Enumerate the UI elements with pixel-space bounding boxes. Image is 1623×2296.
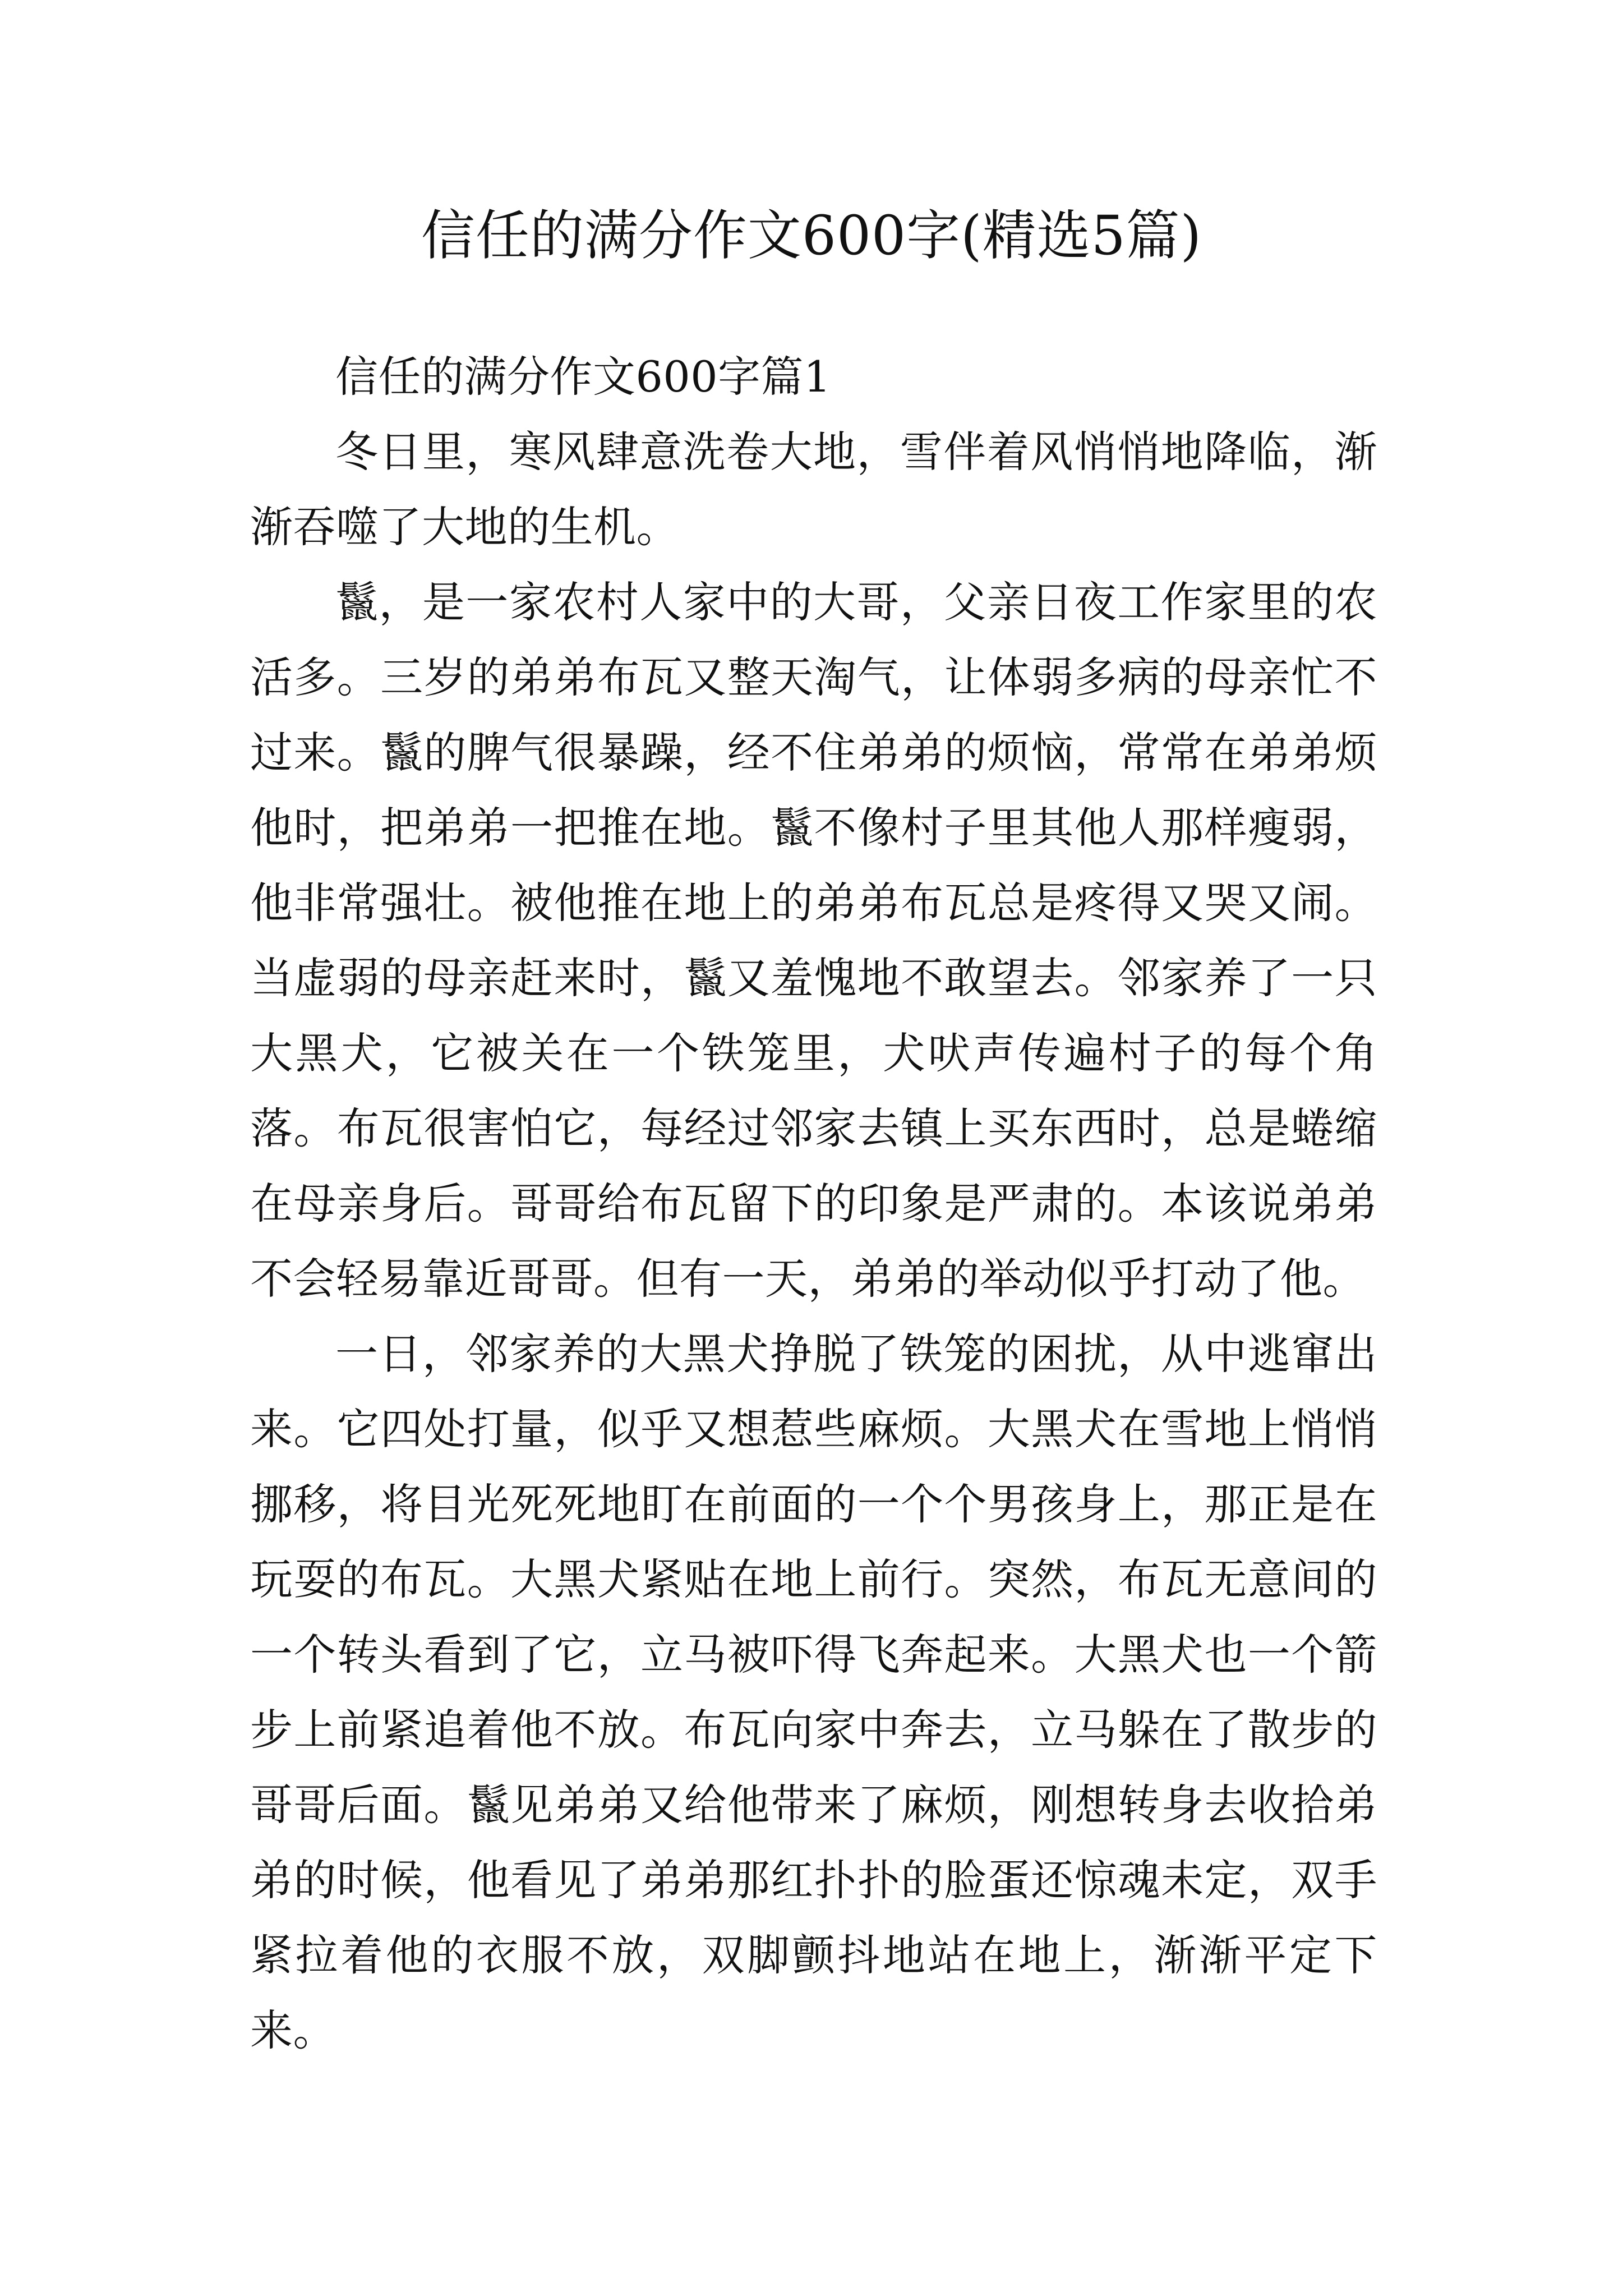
body-paragraph: 冬日里，寒风肆意洗卷大地，雪伴着风悄悄地降临，渐渐吞噬了大地的生机。 bbox=[250, 427, 1377, 552]
document-body bbox=[250, 339, 1377, 2068]
section-heading: 信任的满分作文600字篇1 bbox=[335, 352, 831, 402]
body-paragraph: 鬣，是一家农村人家中的大哥，父亲日夜工作家里的农活多。三岁的弟弟布瓦又整天淘气，让体弱多病的母亲忙不过来。鬣的脾气很暴躁，经不住弟弟的烦恼，常常在弟弟烦他时，把弟弟一把推在地。鬣不像村子里其他人那样瘦弱，他非常强壮。被他推在地上的弟弟布瓦总是疼得又哭又闹。当虚弱的母亲赶来时，鬣又羞愧地不敢望去。邻家养了一只大黑犬，它被关在一个铁笼里，犬吠声传遍村子的每个角落。布瓦很害怕它，每经过邻家去镇上买东西时，总是蜷缩在母亲身后。哥哥给布瓦留下的印象是严肃的。本该说弟弟不会轻易靠近哥哥。但有一天，弟弟的举动似乎打动了他。 bbox=[250, 577, 1377, 1304]
document-title: 信任的满分作文600字(精选5篇) bbox=[421, 204, 1202, 267]
body-paragraph: 一日，邻家养的大黑犬挣脱了铁笼的困扰，从中逃窜出来。它四处打量，似乎又想惹些麻烦。大黑犬在雪地上悄悄挪移，将目光死死地盯在前面的一个个男孩身上，那正是在玩耍的布瓦。大黑犬紧贴在地上前行。突然，布瓦无意间的一个转头看到了它，立马被吓得飞奔起来。大黑犬也一个箭步上前紧追着他不放。布瓦向家中奔去，立马躲在了散步的哥哥后面。鬣见弟弟又给他带来了麻烦，刚想转身去收拾弟弟的时候，他看见了弟弟那红扑扑的脸蛋还惊魂未定，双手紧拉着他的衣服不放，双脚颤抖地站在地上，渐渐平定下来。 bbox=[250, 1329, 1377, 2055]
